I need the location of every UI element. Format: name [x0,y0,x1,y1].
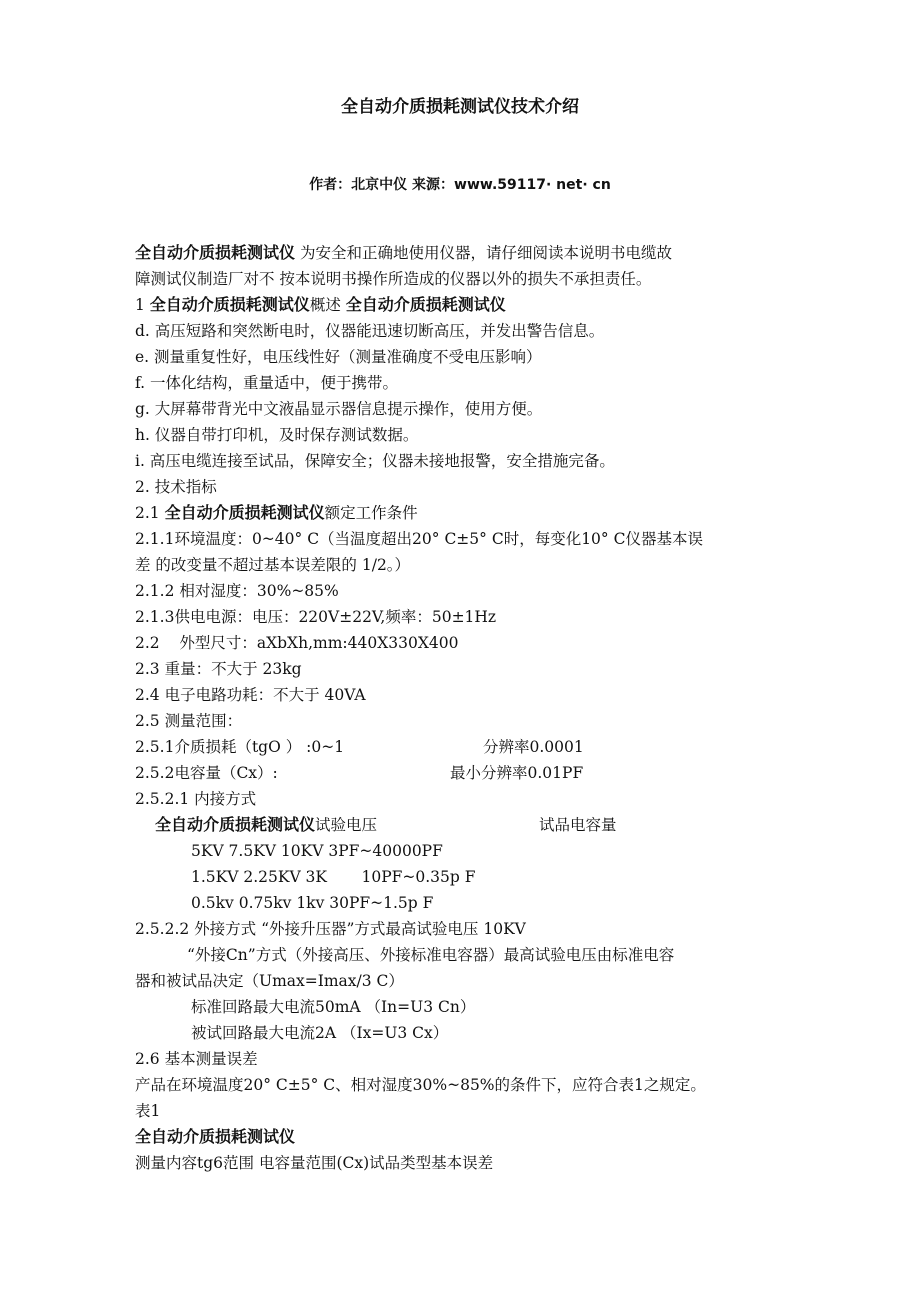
list-item: i. 高压电缆连接至试品，保障安全；仪器未接地报警，安全措施完备。 [135,452,615,470]
product-name: 全自动介质损耗测试仪 [164,503,325,522]
list-item: e. 测量重复性好，电压线性好（测量准确度不受电压影响） [135,348,542,366]
text: 2.5.2电容量（Cx）: [135,764,278,782]
spec-line: 被试回路最大电流2A （Ix=U3 Cx） [191,1024,449,1042]
product-name: 全自动介质损耗测试仪 [345,295,506,314]
spec-line: 2.1.3供电电源：电压：220V±22V,频率：50±1Hz [135,608,497,626]
table-header-line: 测量内容tg6范围 电容量范围(Cx)试品类型基本误差 [135,1154,494,1172]
spec-line: 2.5.2.2 外接方式 “外接升压器”方式最高试验电压 10KV [135,920,526,938]
text: 额定工作条件 [324,504,418,522]
product-name: 全自动介质损耗测试仪 [155,815,316,834]
paragraph-line: 产品在环境温度20° C±5° C、相对湿度30%~85%的条件下，应符合表1之规定。 [135,1076,706,1094]
spec-line: 标准回路最大电流50mA （In=U3 Cn） [191,998,476,1016]
spec-line: 1.5KV 2.25KV 3K 10PF~0.35p F [191,868,476,886]
section-heading [135,500,790,526]
document-body [135,240,790,1176]
spec-line: 2.2 外型尺寸：aXbXh,mm:440X330X400 [135,634,459,652]
spec-line: 2.5.2.1 内接方式 [135,790,257,808]
text: 概述 [309,296,346,314]
text: 最小分辨率0.01PF [450,764,584,782]
spec-line: 2.4 电子电路功耗：不大于 40VA [135,686,366,704]
text: 2.1 [135,504,165,522]
section-heading: 2. 技术指标 [135,478,217,496]
section-heading [135,292,790,318]
table-caption: 表1 [135,1102,161,1120]
byline: 作者：北京中仪 来源：www.59117· net· cn [309,177,611,193]
list-item: f. 一体化结构，重量适中，便于携带。 [135,374,399,392]
paragraph-line: 障测试仪制造厂对不 按本说明书操作所造成的仪器以外的损失不承担责任。 [135,270,652,288]
spec-line: 2.3 重量：不大于 23kg [135,660,302,678]
paragraph-line [135,240,790,266]
spec-line: “外接Cn”方式（外接高压、外接标准电容器）最高试验电压由标准电容 [187,946,675,964]
text: 分辨率0.0001 [483,738,584,756]
spec-line: 0.5kv 0.75kv 1kv 30PF~1.5p F [191,894,434,912]
list-item: h. 仪器自带打印机，及时保存测试数据。 [135,426,419,444]
text: 为安全和正确地使用仪器，请仔细阅读本说明书电缆故 [295,244,672,262]
table-header-line [135,812,790,838]
list-item: d. 高压短路和突然断电时，仪器能迅速切断高压，并发出警告信息。 [135,322,605,340]
spec-line: 2.5 测量范围： [135,712,243,730]
spec-line: 差 的改变量不超过基本误差限的 1/2。） [135,556,411,574]
product-name: 全自动介质损耗测试仪 [135,1127,296,1146]
text: 试验电压 [315,816,378,834]
text: 试品电容量 [539,816,617,834]
page-title: 全自动介质损耗测试仪技术介绍 [341,97,579,117]
product-name: 全自动介质损耗测试仪 [149,295,310,314]
spec-line: 2.1.2 相对湿度：30%~85% [135,582,339,600]
spec-line [135,760,790,786]
list-item: g. 大屏幕带背光中文液晶显示器信息提示操作，使用方便。 [135,400,543,418]
spec-line [135,734,790,760]
spec-line: 2.1.1环境温度：0~40° C（当温度超出20° C±5° C时，每变化10° C仪器基本误 [135,530,703,548]
section-heading: 2.6 基本测量误差 [135,1050,258,1068]
text: 2.5.1介质损耗（tgO ） :0~1 [135,738,345,756]
text: 1 [135,296,150,314]
spec-line: 器和被试品决定（Umax=Imax/3 C） [135,972,404,990]
spec-line: 5KV 7.5KV 10KV 3PF~40000PF [191,842,443,860]
product-name: 全自动介质损耗测试仪 [135,243,296,262]
